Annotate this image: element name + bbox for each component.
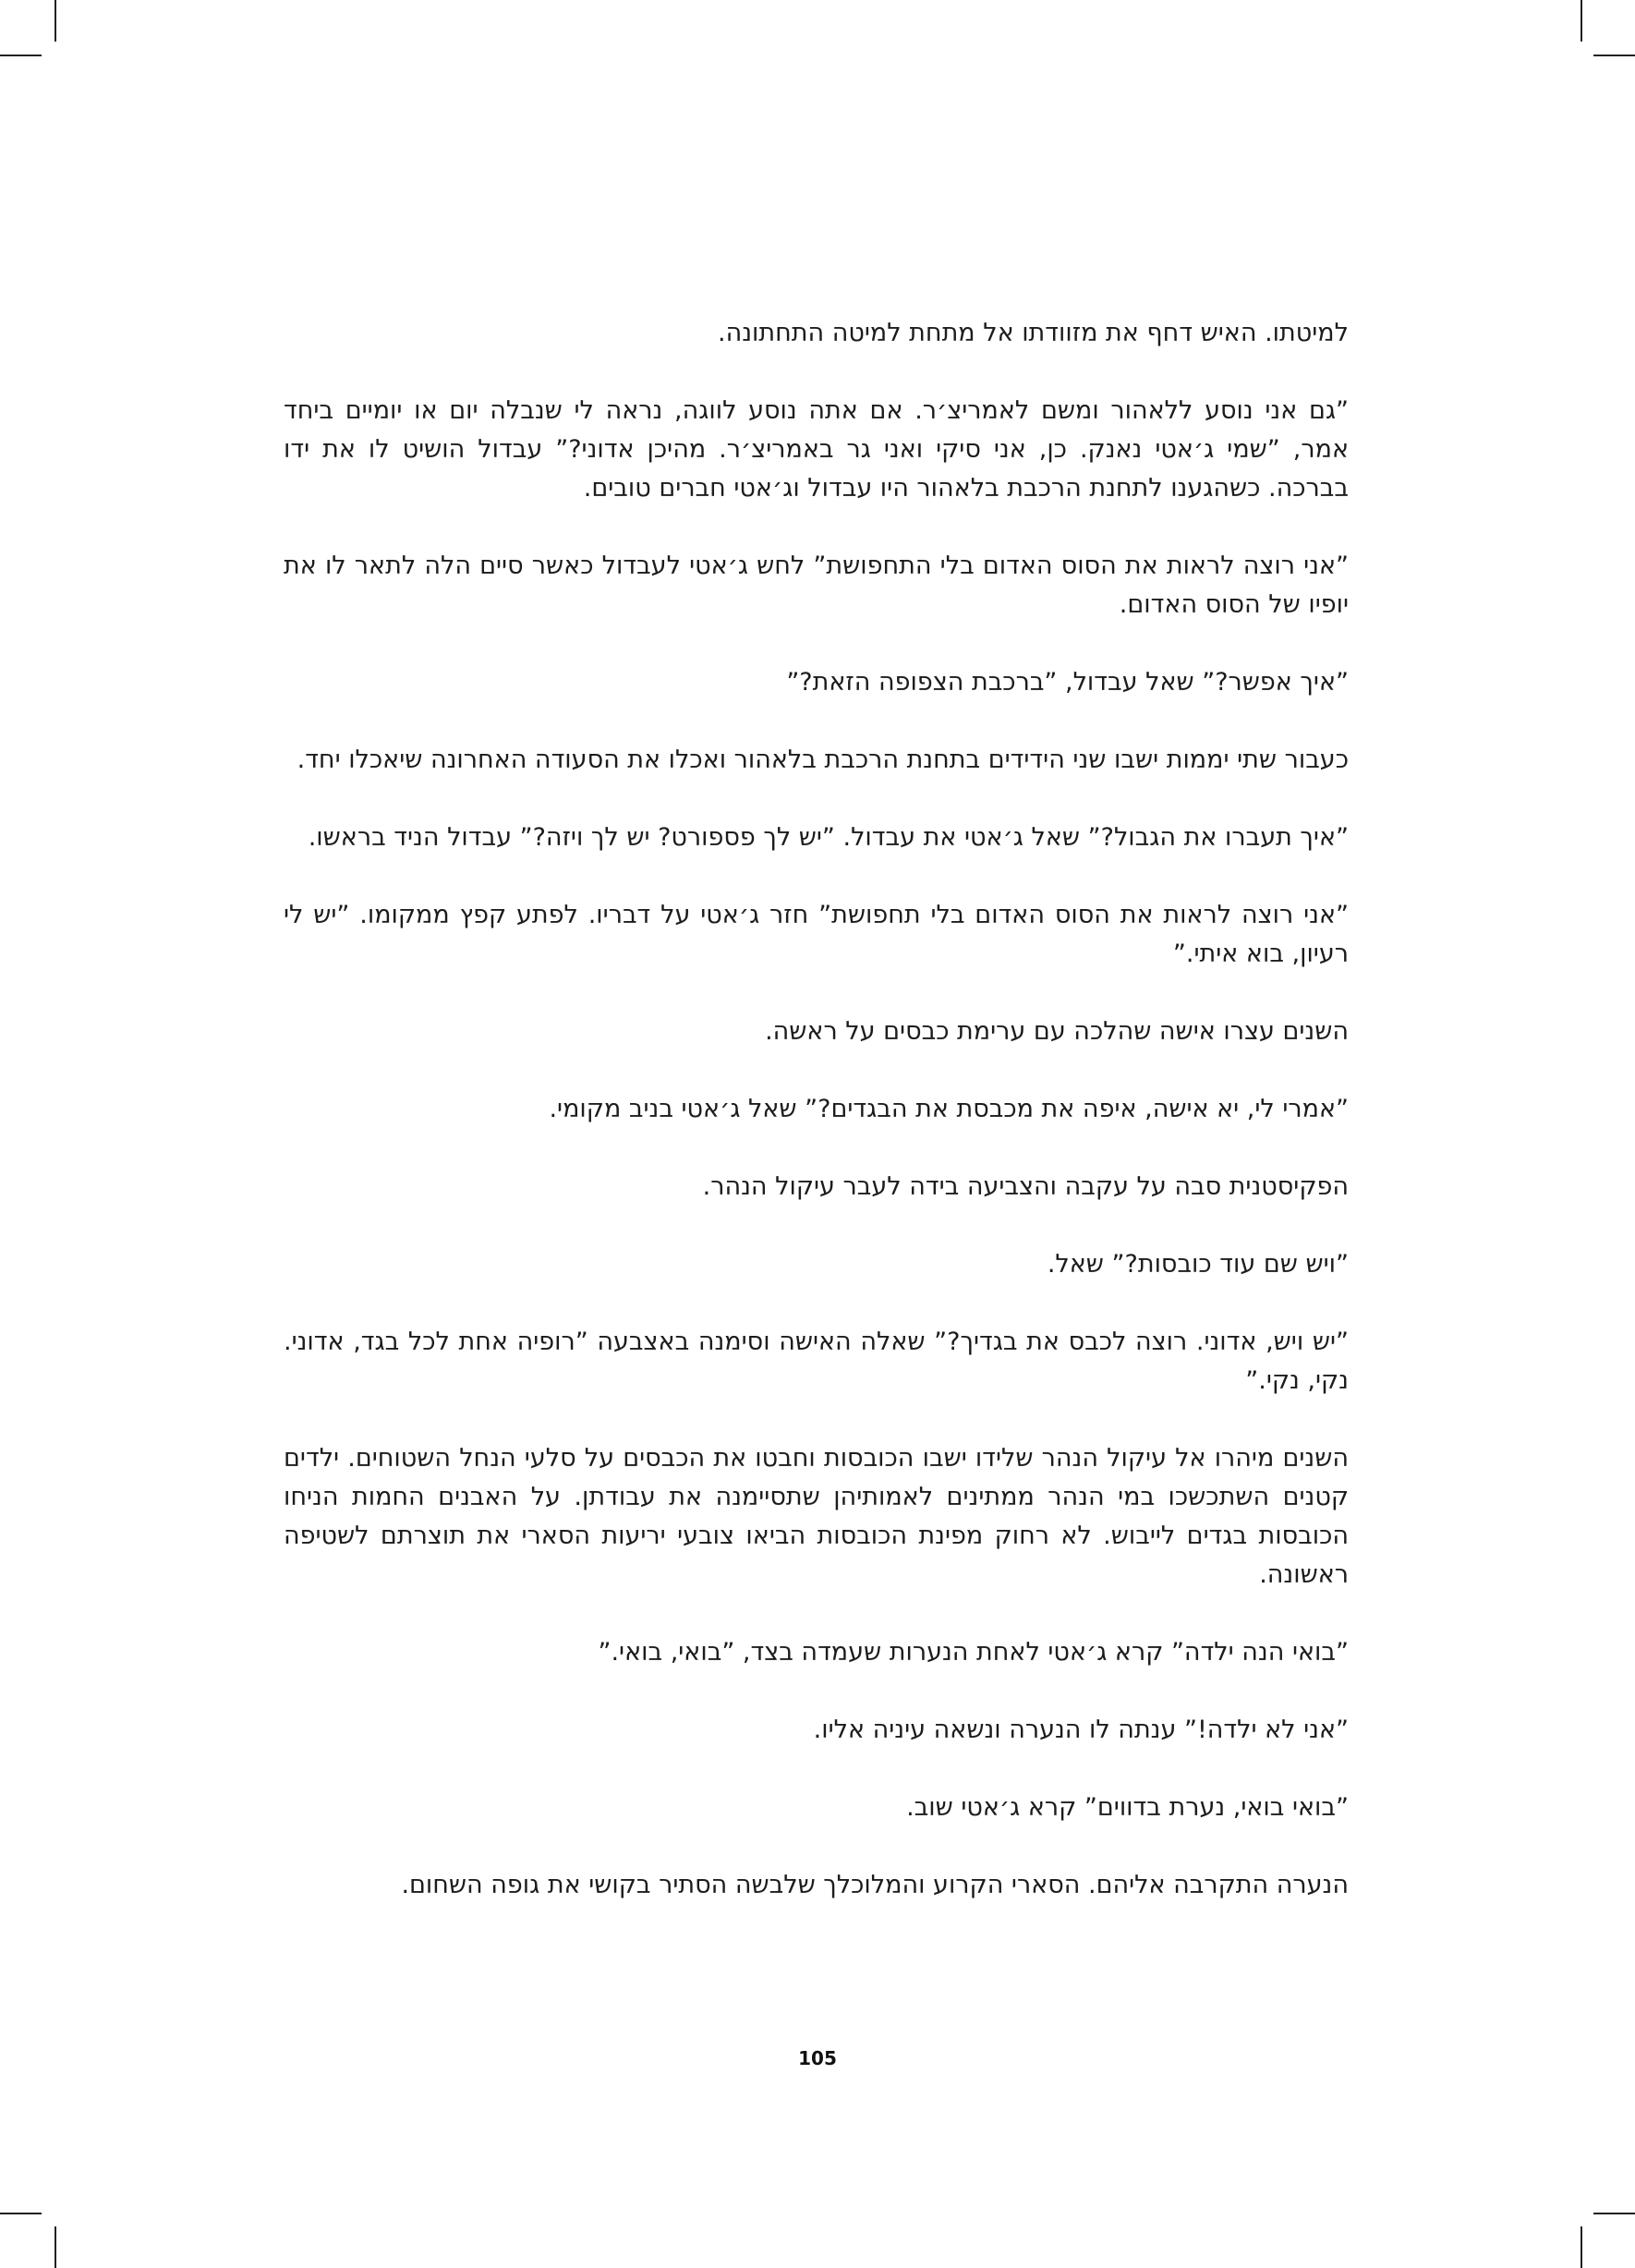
- paragraph: כעבור שתי יממות ישבו שני הידידים בתחנת הרכבת בלאהור ואכלו את הסעודה האחרונה שיאכלו יחד.: [297, 746, 1349, 774]
- crop-mark-top-right-vertical: [1580, 0, 1582, 42]
- page-number: 105: [798, 2047, 837, 2069]
- crop-mark-bottom-right-vertical: [1580, 2226, 1582, 2268]
- paragraph: ”אני רוצה לראות את הסוס האדום בלי תחפושת” חזר ג׳אטי על דבריו. לפתע קפץ ממקומו. ”יש לי רעיון, בוא איתי.”: [284, 901, 1349, 968]
- crop-mark-top-left-vertical: [54, 0, 56, 42]
- paragraph: השנים עצרו אישה שהלכה עם ערימת כבסים על ראשה.: [765, 1017, 1349, 1046]
- paragraph: ”אני לא ילדה!” ענתה לו הנערה ונשאה עיניה אליו.: [813, 1716, 1349, 1744]
- paragraph: השנים מיהרו אל עיקול הנהר שלידו ישבו הכובסות וחבטו את הכבסים על סלעי הנחל השטוחים. ילדים קטנים השתכשכו במי הנהר ממתינים לאמותיהן שתסיימנה את עבודתן. על האבנים החמות הניחו הכובסות בגדים לייבוש. לא רחוק מפינת הכובסות הביאו צובעי יריעות הסארי את תוצרתם לשטיפה ראשונה.: [284, 1444, 1349, 1589]
- paragraph: ”איך תעברו את הגבול?” שאל ג׳אטי את עבדול. ”יש לך פספורט? יש לך ויזה?” עבדול הניד בראשו.: [308, 823, 1349, 852]
- crop-mark-top-left-horizontal: [0, 55, 42, 56]
- paragraph: ”ויש שם עוד כובסות?” שאל.: [1047, 1250, 1349, 1279]
- paragraph: ”אמרי לי, יא אישה, איפה את מכבסת את הבגדים?” שאל ג׳אטי בניב מקומי.: [549, 1095, 1349, 1123]
- paragraph: ”בואי הנה ילדה” קרא ג׳אטי לאחת הנערות שעמדה בצד, ”בואי, בואי.”: [598, 1638, 1349, 1667]
- paragraph: הנערה התקרבה אליהם. הסארי הקרוע והמלוכלך שלבשה הסתיר בקושי את גופה השחום.: [401, 1871, 1349, 1899]
- body-text: [284, 314, 1349, 1944]
- paragraph: הפקיסטנית סבה על עקבה והצביעה בידה לעבר עיקול הנהר.: [702, 1172, 1349, 1201]
- crop-mark-bottom-left-horizontal: [0, 2213, 42, 2214]
- paragraph: למיטתו. האיש דחף את מזוודתו אל מתחת למיטה התחתונה.: [717, 319, 1349, 347]
- paragraph: ”גם אני נוסע ללאהור ומשם לאמריצ׳ר. אם אתה נוסע לווגה, נראה לי שנבלה יום או יומיים ביחד אמר, ”שמי ג׳אטי נאנק. כן, אני סיקי ואני גר באמריצ׳ר. מהיכן אדוני?” עבדול הושיט לו את ידו בברכה. כשהגענו לתחנת הרכבת בלאהור היו עבדול וג׳אטי חברים טובים.: [284, 396, 1349, 503]
- crop-mark-bottom-right-horizontal: [1593, 2213, 1635, 2214]
- crop-mark-top-right-horizontal: [1593, 55, 1635, 56]
- crop-mark-bottom-left-vertical: [54, 2226, 56, 2268]
- paragraph: ”יש ויש, אדוני. רוצה לכבס את בגדיך?” שאלה האישה וסימנה באצבעה ”רופיה אחת לכל בגד, אדוני. נקי, נקי.”: [284, 1328, 1349, 1395]
- paragraph: ”אני רוצה לראות את הסוס האדום בלי התחפושת” לחש ג׳אטי לעבדול כאשר סיים הלה לתאר לו את יופיו של הסוס האדום.: [284, 552, 1349, 619]
- paragraph: ”איך אפשר?” שאל עבדול, ”ברכבת הצפופה הזאת?”: [786, 668, 1349, 697]
- paragraph: ”בואי בואי, נערת בדווים” קרא ג׳אטי שוב.: [906, 1793, 1349, 1822]
